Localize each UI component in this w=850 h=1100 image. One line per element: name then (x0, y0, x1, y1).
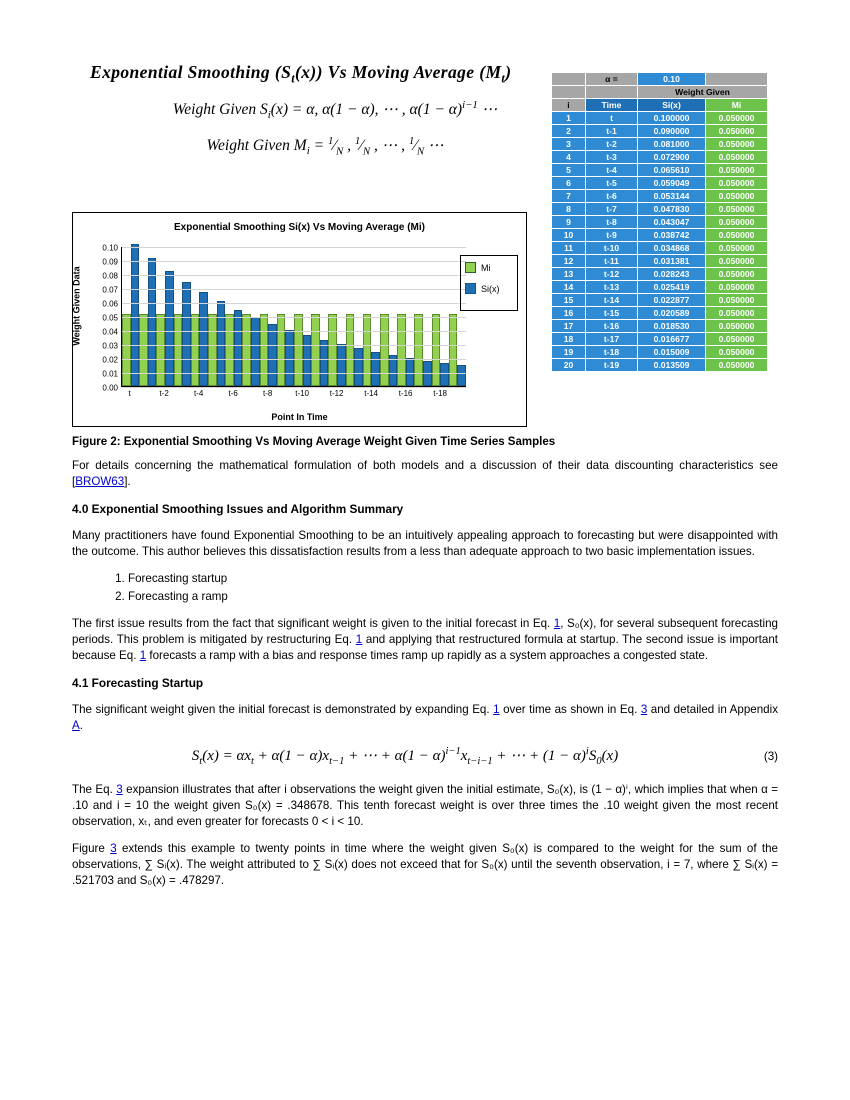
chart-y-axis-label: Weight Given Data (71, 266, 82, 346)
chart-x-tick (173, 389, 190, 398)
chart-x-tick-labels (121, 389, 466, 398)
table-row (552, 138, 768, 151)
cell-time: t-13 (586, 281, 638, 294)
equation-3: $S_t(x) = \alpha x_t + \alpha(1 - \alpha)x_{t-1}$ + ⋯ + $\alpha(1 - \alpha)^{i-1}x_{t-i-1}$ + ⋯ + $(1 - \alpha)^iS_0(x)$ (191, 746, 619, 768)
cell-index: 19 (552, 346, 586, 359)
table-row (552, 125, 768, 138)
table-row (552, 281, 768, 294)
cell-si: 0.022877 (638, 294, 706, 307)
cell-index: 3 (552, 138, 586, 151)
table-row (552, 203, 768, 216)
document-body (72, 458, 778, 900)
chart-bar-si (148, 258, 157, 386)
figure-link-3[interactable]: 3 (110, 841, 117, 855)
equation-3-row (72, 745, 778, 769)
cell-time: t-14 (586, 294, 638, 307)
cell-time: t-6 (586, 190, 638, 203)
p5-text-b: expansion illustrates that after i observations the weight given the initial estimate, S₀(x), is (1 − α)ⁱ, which implies that when α = .10 and i = 10 the weight given S₀(x) = .348678. This tenth forecast weight is over three times the .10 weight given the most recent observation, xₜ, and even greater for forecasts 0 < i < 10. (72, 782, 778, 828)
cell-si: 0.090000 (638, 125, 706, 138)
legend-swatch-mi-icon (465, 262, 476, 273)
chart-y-tick: 0.06 (102, 299, 118, 309)
chart-x-tick (345, 389, 362, 398)
table-column-header: Mi (706, 99, 768, 112)
cell-si: 0.043047 (638, 216, 706, 229)
chart-bar-si (457, 365, 466, 386)
chart-bar-si (182, 282, 191, 386)
cell-time: t-2 (586, 138, 638, 151)
legend-label-si: Si(x) (481, 283, 500, 294)
table-row-weight-given (552, 86, 768, 99)
eq-link-1a[interactable]: 1 (553, 617, 561, 631)
list-item: 2. Forecasting a ramp (128, 589, 778, 605)
chart-bar-mi (311, 314, 320, 386)
chart-bar-mi (139, 314, 148, 386)
chart-bar-mi (294, 314, 303, 386)
alpha-row-spacer (552, 73, 586, 86)
cell-index: 7 (552, 190, 586, 203)
cell-mi: 0.050000 (706, 112, 768, 125)
chart-bar-mi (191, 314, 200, 386)
cell-time: t-8 (586, 216, 638, 229)
figure-headline: Exponential Smoothing $(S_t(x))$ Vs Moving Average $(M_t)$ (90, 62, 512, 86)
cell-mi: 0.050000 (706, 164, 768, 177)
cell-si: 0.038742 (638, 229, 706, 242)
chart-bar-mi (242, 314, 251, 386)
chart-y-tick: 0.07 (102, 285, 118, 295)
chart-x-tick (380, 389, 397, 398)
paragraph-practitioners: Many practitioners have found Exponential Smoothing to be an intuitively appealing approach to forecasting but were disappointed with the outcome. This author believes this dissatisfaction results from a less than adequate approach to two basic implementation issues. (72, 529, 778, 559)
p6-text-a: Figure (72, 841, 111, 855)
legend-label-mi: Mi (481, 262, 491, 273)
paragraph-expansion (72, 782, 778, 830)
cell-index: 6 (552, 177, 586, 190)
chart-bar-mi (174, 314, 183, 386)
table-row (552, 229, 768, 242)
cell-time: t (586, 112, 638, 125)
cell-si: 0.034868 (638, 242, 706, 255)
table-column-header: Time (586, 99, 638, 112)
cell-index: 16 (552, 307, 586, 320)
paragraph-figure3 (72, 841, 778, 889)
cell-si: 0.081000 (638, 138, 706, 151)
cell-mi: 0.050000 (706, 333, 768, 346)
chart-gridline (102, 243, 466, 253)
cell-mi: 0.050000 (706, 229, 768, 242)
p1-text-b: ]. (124, 474, 131, 488)
p3-text-c: and applying that restructured formula at startup. The second issue is important because Eq. (72, 633, 779, 663)
chart-gridline (102, 341, 466, 351)
table-row (552, 359, 768, 372)
chart-x-tick: t-6 (228, 389, 238, 398)
chart-bar-mi (260, 314, 269, 386)
chart-bar-si (199, 292, 208, 386)
chart-bar-mi (328, 314, 337, 386)
cell-si: 0.072900 (638, 151, 706, 164)
chart-bar-si (251, 317, 260, 386)
table-row (552, 268, 768, 281)
cell-mi: 0.050000 (706, 294, 768, 307)
eq-link-3b[interactable]: 3 (116, 782, 123, 796)
table-header-row (552, 99, 768, 112)
cell-time: t-12 (586, 268, 638, 281)
chart-title: Exponential Smoothing Si(x) Vs Moving Average (Mi) (174, 222, 425, 233)
cell-time: t-11 (586, 255, 638, 268)
table-row-alpha (552, 73, 768, 86)
cell-mi: 0.050000 (706, 203, 768, 216)
table-row (552, 294, 768, 307)
chart-gridline (102, 257, 466, 267)
cell-mi: 0.050000 (706, 255, 768, 268)
chart-gridline (102, 299, 466, 309)
cell-si: 0.100000 (638, 112, 706, 125)
cell-index: 15 (552, 294, 586, 307)
cell-time: t-3 (586, 151, 638, 164)
chart-gridline (102, 313, 466, 323)
chart-gridline (102, 285, 466, 295)
paragraph-significant-weight (72, 702, 778, 734)
cell-mi: 0.050000 (706, 320, 768, 333)
chart-bar-si (303, 335, 312, 386)
chart-bar-mi (208, 314, 217, 386)
paragraph-first-issue (72, 616, 778, 664)
cell-index: 10 (552, 229, 586, 242)
cell-mi: 0.050000 (706, 281, 768, 294)
chart-bar-si (268, 324, 277, 386)
chart-x-tick: t-18 (433, 389, 448, 398)
cell-mi: 0.050000 (706, 268, 768, 281)
cell-index: 8 (552, 203, 586, 216)
chart-y-tick: 0.10 (102, 243, 118, 253)
chart-x-axis-label: Point In Time (271, 412, 328, 422)
chart-y-tick: 0.02 (102, 355, 118, 365)
cell-index: 20 (552, 359, 586, 372)
equation-3-number: (3) (763, 750, 778, 764)
table-row (552, 320, 768, 333)
chart-x-tick: t-10 (295, 389, 310, 398)
legend-item-mi (465, 262, 513, 273)
chart-y-tick: 0.05 (102, 313, 118, 323)
cell-index: 2 (552, 125, 586, 138)
table-row (552, 151, 768, 164)
alpha-value: 0.10 (638, 73, 706, 86)
chart-y-tick: 0.09 (102, 257, 118, 267)
weight-given-data-table (551, 72, 768, 372)
p4-text-c: and detailed in Appendix (647, 703, 779, 717)
table-row (552, 190, 768, 203)
p6-text-b: extends this example to twenty points in time where the weight given S₀(x) is compared to the weight for the sum of the observations, ∑ Sᵢ(x). The weight attributed to ∑ Sᵢ(x) does not exceed that for S₀(x) until the seventh observation, i = 7, where ∑ Sᵢ(x) = .521703 and S₀(x) = .478297. (72, 841, 778, 887)
chart-bar-mi (363, 314, 372, 386)
table-row (552, 255, 768, 268)
eq-link-1c[interactable]: 1 (139, 649, 147, 663)
chart-bar-si (440, 363, 449, 386)
cell-mi: 0.050000 (706, 359, 768, 372)
chart-gridline (102, 355, 466, 365)
chart-bar-si (371, 352, 380, 386)
cell-index: 9 (552, 216, 586, 229)
cell-mi: 0.050000 (706, 216, 768, 229)
chart-x-tick (311, 389, 328, 398)
chart-plot-area (102, 243, 466, 393)
cell-time: t-5 (586, 177, 638, 190)
table-row (552, 112, 768, 125)
table-row (552, 164, 768, 177)
cell-time: t-17 (586, 333, 638, 346)
cell-time: t-10 (586, 242, 638, 255)
alpha-row-spacer-2 (706, 73, 768, 86)
chart-bar-mi (432, 314, 441, 386)
table-row (552, 177, 768, 190)
cell-index: 14 (552, 281, 586, 294)
chart-gridline (102, 383, 466, 393)
cell-time: t-16 (586, 320, 638, 333)
cell-mi: 0.050000 (706, 346, 768, 359)
legend-item-si (465, 283, 513, 294)
chart-bar-mi (414, 314, 423, 386)
eq-link-3a[interactable]: 3 (640, 703, 648, 717)
cell-index: 1 (552, 112, 586, 125)
alpha-label: α = (586, 73, 638, 86)
cell-si: 0.015009 (638, 346, 706, 359)
cell-time: t-18 (586, 346, 638, 359)
chart-x-tick: t-14 (364, 389, 379, 398)
chart-bar-mi (380, 314, 389, 386)
chart-bar-mi (277, 314, 286, 386)
list-item: 1. Forecasting startup (128, 571, 778, 587)
cell-si: 0.065610 (638, 164, 706, 177)
p4-text-d: . (79, 719, 83, 733)
table-row (552, 333, 768, 346)
chart-y-tick: 0.01 (102, 369, 118, 379)
figure-caption: Figure 2: Exponential Smoothing Vs Moving Average Weight Given Time Series Samples (72, 436, 556, 448)
cell-si: 0.053144 (638, 190, 706, 203)
heading-4-0: 4.0 Exponential Smoothing Issues and Algorithm Summary (72, 501, 404, 516)
eq-link-1b[interactable]: 1 (355, 633, 363, 647)
table-column-header: Si(x) (638, 99, 706, 112)
reference-link-brow63[interactable]: BROW63 (75, 474, 125, 488)
cell-mi: 0.050000 (706, 242, 768, 255)
cell-si: 0.025419 (638, 281, 706, 294)
chart-y-tick: 0.04 (102, 327, 118, 337)
cell-time: t-19 (586, 359, 638, 372)
weight-row-spacer (552, 86, 586, 99)
cell-mi: 0.050000 (706, 125, 768, 138)
chart-x-tick: t (128, 389, 131, 398)
table-row (552, 216, 768, 229)
cell-time: t-15 (586, 307, 638, 320)
chart-x-tick (449, 389, 466, 398)
chart-gridline (102, 327, 466, 337)
p5-text-a: The Eq. (72, 782, 117, 796)
cell-index: 4 (552, 151, 586, 164)
p3-text-d: forecasts a ramp with a bias and response times ramp up rapidly as a system approaches a congested state. (146, 649, 709, 663)
chart-x-tick (242, 389, 259, 398)
cell-index: 12 (552, 255, 586, 268)
cell-mi: 0.050000 (706, 177, 768, 190)
weight-given-si-formula: Weight Given $S_i(x) = \alpha$, α(1 − α), ⋯ , $\alpha(1 - \alpha)^{i-1}$ ⋯ (172, 98, 498, 121)
chart-exponential-smoothing-vs-moving-average (72, 212, 527, 427)
cell-si: 0.028243 (638, 268, 706, 281)
p3-text-a: The first issue results from the fact that significant weight is given to the initial forecast in Eq. (72, 617, 554, 631)
chart-bar-mi (346, 314, 355, 386)
appendix-link-a[interactable]: A (72, 719, 80, 733)
chart-bar-mi (156, 314, 165, 386)
paragraph-references (72, 458, 778, 490)
p3-text-b: , S₀(x), for several subsequent forecasting periods. This problem is mitigated by restructuring Eq. (72, 617, 778, 647)
chart-bar-si (131, 244, 140, 386)
chart-bar-si (285, 330, 294, 386)
chart-gridline (102, 369, 466, 379)
chart-x-tick: t-8 (262, 389, 273, 398)
chart-bar-mi (225, 314, 234, 386)
cell-mi: 0.050000 (706, 307, 768, 320)
table-row (552, 307, 768, 320)
cell-index: 18 (552, 333, 586, 346)
chart-bar-si (320, 340, 329, 386)
cell-si: 0.018530 (638, 320, 706, 333)
cell-mi: 0.050000 (706, 190, 768, 203)
chart-bar-mi (449, 314, 458, 386)
cell-si: 0.013509 (638, 359, 706, 372)
chart-x-tick: t-4 (193, 389, 204, 398)
chart-x-tick (276, 389, 293, 398)
p4-text-b: over time as shown in Eq. (499, 703, 641, 717)
eq-link-1d[interactable]: 1 (493, 703, 500, 717)
cell-si: 0.031381 (638, 255, 706, 268)
p4-text-a: The significant weight given the initial forecast is demonstrated by expanding Eq. (72, 703, 494, 717)
cell-index: 13 (552, 268, 586, 281)
chart-x-tick (138, 389, 155, 398)
chart-bar-si (165, 271, 174, 386)
chart-gridline (102, 271, 466, 281)
cell-time: t-7 (586, 203, 638, 216)
table-column-header: i (552, 99, 586, 112)
chart-x-tick: t-2 (159, 389, 169, 398)
chart-bar-si (234, 310, 243, 386)
cell-index: 11 (552, 242, 586, 255)
weight-given-label: Weight Given (638, 86, 768, 99)
cell-si: 0.047830 (638, 203, 706, 216)
chart-x-tick: t-16 (398, 389, 413, 398)
table-row (552, 346, 768, 359)
cell-mi: 0.050000 (706, 151, 768, 164)
cell-time: t-4 (586, 164, 638, 177)
cell-time: t-1 (586, 125, 638, 138)
cell-index: 5 (552, 164, 586, 177)
table-row (552, 242, 768, 255)
chart-x-tick (207, 389, 224, 398)
cell-si: 0.016677 (638, 333, 706, 346)
issues-list (72, 571, 778, 605)
weight-row-spacer-2 (586, 86, 638, 99)
chart-legend (460, 255, 518, 311)
weight-given-mi-formula: Weight Given $M_i$ = $^1⁄_N$ , $^1⁄_N$ , ⋯ , $^1⁄_N$ ⋯ (206, 134, 444, 157)
legend-swatch-si-icon (465, 283, 476, 294)
cell-mi: 0.050000 (706, 138, 768, 151)
cell-si: 0.020589 (638, 307, 706, 320)
cell-index: 17 (552, 320, 586, 333)
chart-y-tick: 0.00 (102, 383, 118, 393)
p1-text-a: For details concerning the mathematical formulation of both models and a discussion of their data discounting characteristics see [ (72, 459, 778, 488)
heading-4-1: 4.1 Forecasting Startup (72, 676, 204, 691)
chart-bar-mi (397, 314, 406, 386)
chart-bar-mi (122, 314, 131, 386)
cell-time: t-9 (586, 229, 638, 242)
chart-y-tick: 0.08 (102, 271, 118, 281)
chart-bar-si (337, 344, 346, 386)
chart-x-tick (414, 389, 431, 398)
chart-x-tick: t-12 (329, 389, 344, 398)
chart-bar-si (354, 348, 363, 386)
cell-si: 0.059049 (638, 177, 706, 190)
chart-y-tick: 0.03 (102, 341, 118, 351)
